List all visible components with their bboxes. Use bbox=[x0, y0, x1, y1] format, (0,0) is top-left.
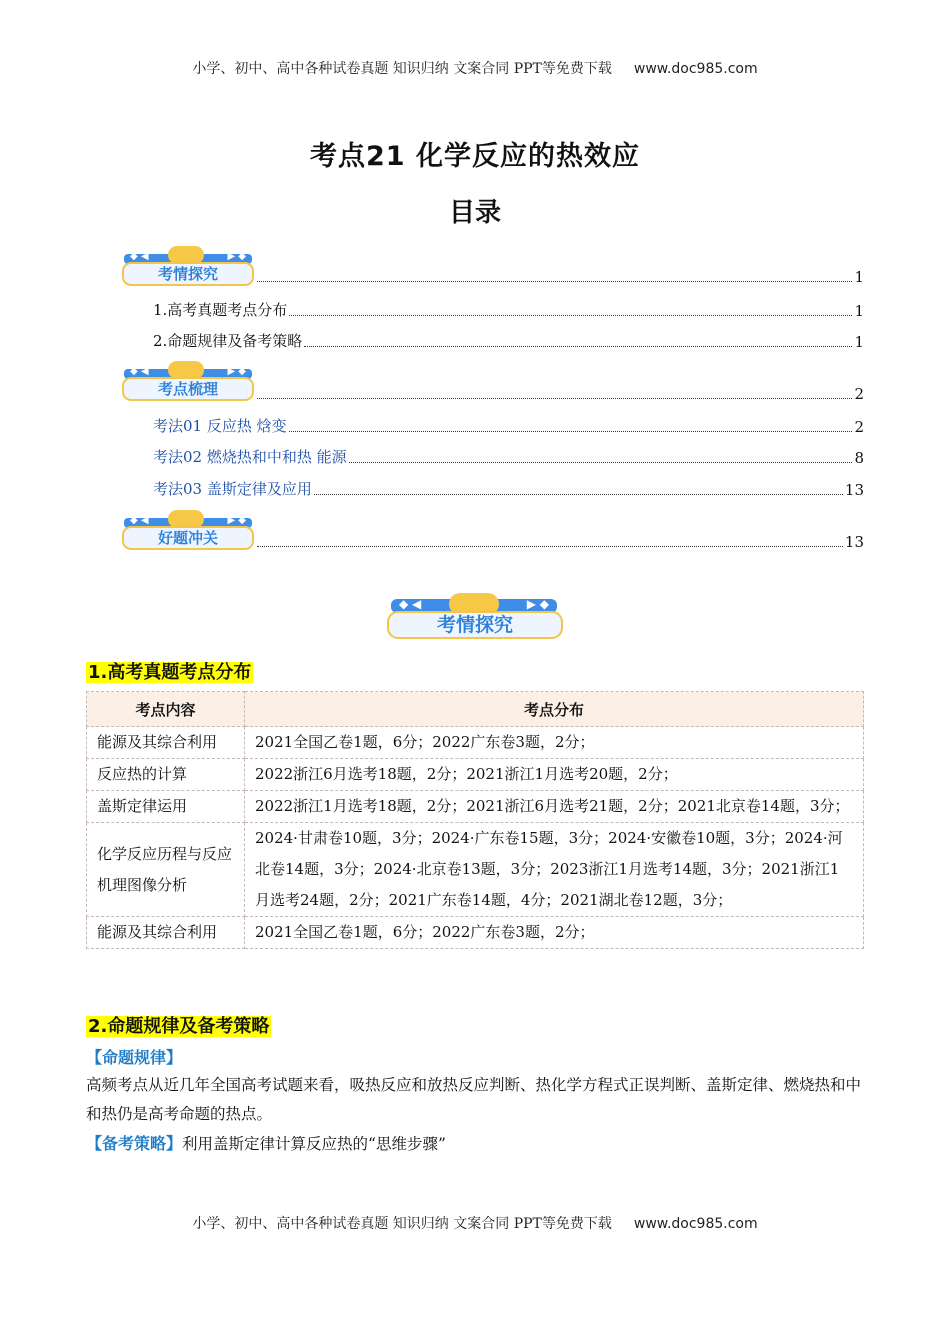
toc-entry-1[interactable] bbox=[153, 299, 864, 320]
main-banner: 考情探究 bbox=[387, 611, 563, 639]
table-cell: 2022浙江6月选考18题，2分；2021浙江1月选考20题，2分； bbox=[245, 759, 864, 791]
table-header-row bbox=[87, 692, 864, 727]
table-cell: 能源及其综合利用 bbox=[87, 727, 245, 759]
table-cell: 盖斯定律运用 bbox=[87, 791, 245, 823]
toc-banner-2: 考点梳理 bbox=[122, 377, 254, 401]
toc-entry-5[interactable] bbox=[153, 478, 864, 499]
toc-label: 1.高考真题考点分布 bbox=[153, 301, 288, 319]
banner-ribbon-icon: ◆ ◀ ▶ ◆ 好题冲关 bbox=[122, 510, 254, 552]
toc-page: 2 bbox=[854, 385, 864, 403]
toc-entry-section-2[interactable] bbox=[255, 385, 864, 403]
table-cell: 2021全国乙卷1题，6分；2022广东卷3题，2分； bbox=[245, 917, 864, 949]
table-cell: 能源及其综合利用 bbox=[87, 917, 245, 949]
section-1-heading: 1.高考真题考点分布 bbox=[88, 662, 252, 683]
toc-title: 目录 bbox=[448, 198, 501, 228]
toc-entry-3[interactable] bbox=[153, 415, 864, 436]
toc-entry-section-1[interactable] bbox=[255, 268, 864, 286]
table-header: 考点分布 bbox=[245, 692, 864, 727]
banner-ribbon-icon: ◆ ◀ ▶ ◆ 考点梳理 bbox=[122, 361, 254, 403]
table-row bbox=[87, 759, 864, 791]
strategy-text: 利用盖斯定律计算反应热的“思维步骤” bbox=[182, 1135, 446, 1153]
rule-text: 高频考点从近几年全国高考试题来看，吸热反应和放热反应判断、热化学方程式正误判断、盖斯定律、燃烧热和中和热仍是高考命题的热点。 bbox=[86, 1076, 862, 1123]
toc-entry-4[interactable] bbox=[153, 446, 864, 467]
banner-ribbon-icon: ◆ ◀ ▶ ◆ 考情探究 bbox=[122, 246, 254, 288]
toc-page: 2 bbox=[854, 418, 864, 436]
table-row bbox=[87, 727, 864, 759]
table-cell: 反应热的计算 bbox=[87, 759, 245, 791]
table-cell: 2021全国乙卷1题，6分；2022广东卷3题，2分； bbox=[245, 727, 864, 759]
footer-site[interactable]: www.doc985.com bbox=[633, 1216, 758, 1232]
toc-label: 考法01 反应热 焓变 bbox=[153, 417, 287, 435]
toc-page: 1 bbox=[854, 268, 864, 286]
exam-distribution-table bbox=[86, 691, 864, 949]
table-cell: 2024·甘肃卷10题，3分；2024·广东卷15题，3分；2024·安徽卷10题，3分；2024·河北卷14题，3分；2024·北京卷13题，3分；2023浙江1月选考14题，3分；2021浙江1月选考24题，2分；2021广东卷14题，4分；2021湖北卷12题，3分； bbox=[245, 823, 864, 917]
document-title: 考点21 化学反应的热效应 bbox=[310, 141, 640, 172]
footer-text: 小学、初中、高中各种试卷真题 知识归纳 文案合同 PPT等免费下载 bbox=[192, 1216, 612, 1232]
table-row bbox=[87, 823, 864, 917]
banner-ribbon-icon: ◆ ◀ ▶ ◆ 考情探究 bbox=[387, 593, 563, 641]
rule-label: 【命题规律】 bbox=[86, 1048, 183, 1067]
section-2-heading: 2.命题规律及备考策略 bbox=[88, 1016, 270, 1037]
table-cell: 2022浙江1月选考18题，2分；2021浙江6月选考21题，2分；2021北京卷14题，3分； bbox=[245, 791, 864, 823]
strategy-line bbox=[86, 1129, 864, 1159]
table-row bbox=[87, 791, 864, 823]
toc-page: 13 bbox=[844, 533, 864, 551]
toc-page: 1 bbox=[854, 302, 864, 320]
toc-page: 13 bbox=[844, 481, 864, 499]
toc-label: 考法03 盖斯定律及应用 bbox=[153, 480, 312, 498]
toc-page: 1 bbox=[854, 333, 864, 351]
table-cell: 化学反应历程与反应机理图像分析 bbox=[87, 823, 245, 917]
header-text: 小学、初中、高中各种试卷真题 知识归纳 文案合同 PPT等免费下载 bbox=[192, 61, 612, 77]
toc-banner-1: 考情探究 bbox=[122, 262, 254, 286]
table-header: 考点内容 bbox=[87, 692, 245, 727]
toc-entry-2[interactable] bbox=[153, 330, 864, 351]
toc-label: 2.命题规律及备考策略 bbox=[153, 332, 303, 350]
toc-label: 考法02 燃烧热和中和热 能源 bbox=[153, 448, 347, 466]
toc-entry-section-3[interactable] bbox=[255, 533, 864, 551]
strategy-label: 【备考策略】 bbox=[86, 1134, 183, 1153]
page-header bbox=[0, 58, 950, 78]
toc-page: 8 bbox=[854, 449, 864, 467]
table-row bbox=[87, 917, 864, 949]
toc-banner-3: 好题冲关 bbox=[122, 526, 254, 550]
header-site[interactable]: www.doc985.com bbox=[633, 61, 758, 77]
page-footer bbox=[0, 1213, 950, 1233]
